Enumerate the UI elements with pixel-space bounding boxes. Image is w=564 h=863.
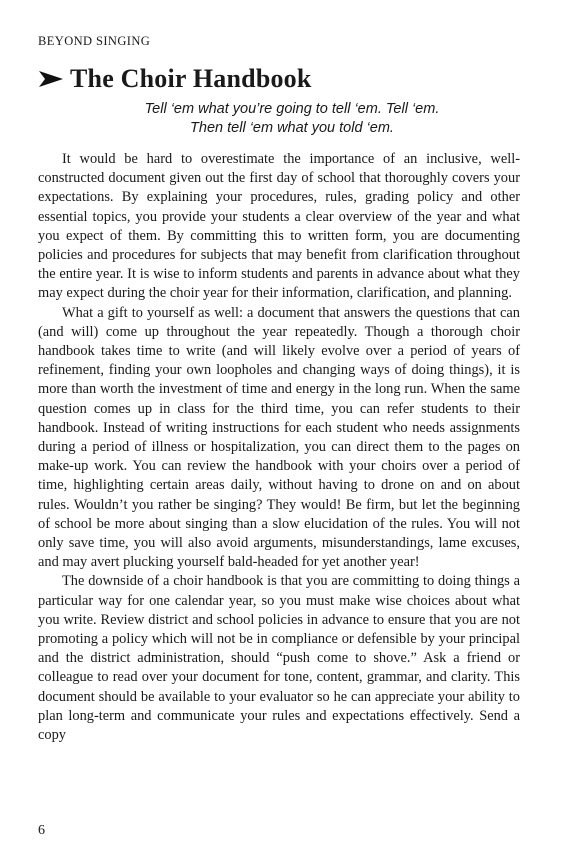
epigraph-line: Tell ‘em what you’re going to tell ‘em. Tell ‘em. (144, 101, 440, 117)
body-text (38, 150, 520, 745)
paragraph: It would be hard to overestimate the importance of an inclusive, well-constructed document given out the first day of school that thoroughly covers your expectations. By explaining your procedures, rules, grading policy and other essential topics, you provide your students a clear overview of the year and what you expect of them. By committing this to written form, you are documenting policies and procedures for subjects that may benefit from clarification throughout the entire year. It is wise to inform students and parents in advance about what they may expect during the choir year for their information, clarification, and planning. (38, 151, 520, 302)
arrowhead-icon (38, 69, 64, 89)
epigraph-line: Then tell ‘em what you told ‘em. (190, 120, 394, 136)
section-title: The Choir Handbook (70, 64, 312, 93)
paragraph: What a gift to yourself as well: a document that answers the questions that can (and will) come up throughout the year repeatedly. Though a thorough choir handbook takes time to write (and will likely evolve over a period of years of refinement, finding your own loopholes and changing ways of doing things), it is more than worth the investment of time and energy in the long run. When the same question comes up in class for the third time, you can refer students to their handbook. Instead of writing instructions for each student who needs assignments during a period of illness or hospitalization, you can direct them to the pages on make-up work. You can review the handbook with your choirs over a period of time, highlighting certain areas daily, without having to drone on and on about rules. Wouldn’t you rather be singing? They would! Be firm, but let the beginning of school be more about singing than a slow elucidation of the rules. You will not only save time, you will also avoid arguments, misunderstandings, lame excuses, and may avert plucking yourself bald-headed for yet another year! (38, 304, 520, 571)
paragraph: The downside of a choir handbook is that you are committing to doing things a particular way for one calendar year, so you must make wise choices about what you write. Review district and school policies in advance to ensure that you are not promoting a policy which will not be in compliance or defensible by your principal and the district administration, should “push come to shove.” Ask a friend or colleague to read over your document for tone, content, grammar, and clarity. This document should be available to your evaluator so he can appreciate your ability to plan long-term and communicate your rules and expectations effectively. Send a copy (38, 573, 520, 744)
section-heading (38, 64, 312, 94)
epigraph (60, 100, 524, 138)
running-head: BEYOND SINGING (38, 34, 151, 48)
page-number: 6 (38, 823, 45, 838)
